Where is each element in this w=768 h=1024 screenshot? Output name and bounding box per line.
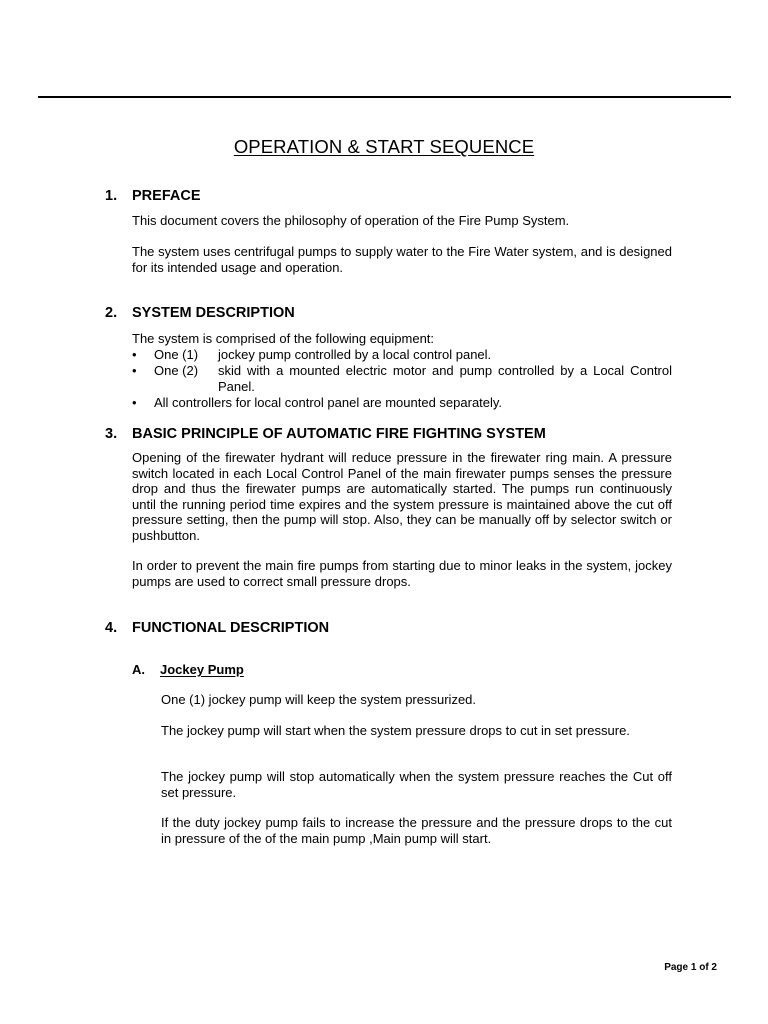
preface-paragraph-1: This document covers the philosophy of operation of the Fire Pump System. — [132, 213, 570, 228]
basic-principle-paragraph-2: In order to prevent the main fire pumps from starting due to minor leaks in the system, jockey pumps are used to correct small pressure drops. — [132, 558, 672, 589]
equipment-bullet-3 — [132, 395, 672, 411]
bullet-icon: • — [132, 363, 137, 378]
page-number: Page 1 of 2 — [664, 962, 717, 973]
preface-paragraph-2: The system uses centrifugal pumps to supply water to the Fire Water system, and is designed for its intended usage and operation. — [132, 244, 672, 275]
bullet-icon: • — [132, 347, 137, 362]
bullet-icon: • — [132, 395, 137, 410]
section-title-system-description: SYSTEM DESCRIPTION — [132, 305, 295, 321]
section-title-basic-principle: BASIC PRINCIPLE OF AUTOMATIC FIRE FIGHTING SYSTEM — [132, 426, 546, 442]
bullet-text: skid with a mounted electric motor and pump controlled by a Local Control Panel. — [218, 363, 672, 394]
subsection-title-jockey-pump: Jockey Pump — [160, 662, 244, 677]
bullet-text: jockey pump controlled by a local control panel. — [218, 347, 492, 362]
system-description-intro: The system is comprised of the following equipment: — [132, 331, 435, 346]
subsection-letter-jockey-pump: A. — [132, 662, 145, 677]
document-title: OPERATION & START SEQUENCE — [233, 136, 535, 157]
section-number-preface: 1. — [105, 188, 118, 204]
bullet-text: All controllers for local control panel are mounted separately. — [154, 395, 503, 410]
bullet-quantity: One (1) — [154, 347, 199, 362]
jockey-pump-paragraph-4: If the duty jockey pump fails to increase the pressure and the pressure drops to the cut in pressure of the of the main pump ,Main pump will start. — [161, 815, 672, 846]
section-number-functional-description: 4. — [105, 620, 118, 636]
section-number-basic-principle: 3. — [105, 426, 118, 442]
basic-principle-paragraph-1: Opening of the firewater hydrant will reduce pressure in the firewater ring main. A pressure switch located in each Local Control Panel of the main firewater pumps senses the pressure drop and thus the firewater pumps are automatically started. The pumps run continuously until the running period time expires and the system pressure is maintained above the cut off pressure setting, then the pump will stop. Also, they can be manually off by selector switch or pushbutton. — [132, 450, 672, 543]
bullet-quantity: One (2) — [154, 363, 199, 378]
equipment-bullet-1 — [132, 347, 672, 363]
jockey-pump-paragraph-3: The jockey pump will stop automatically when the system pressure reaches the Cut off set pressure. — [161, 769, 672, 800]
jockey-pump-paragraph-1: One (1) jockey pump will keep the system pressurized. — [161, 692, 477, 707]
section-number-system-description: 2. — [105, 305, 118, 321]
jockey-pump-paragraph-2: The jockey pump will start when the system pressure drops to cut in set pressure. — [161, 723, 630, 738]
section-title-functional-description: FUNCTIONAL DESCRIPTION — [132, 620, 330, 636]
header-rule — [38, 96, 731, 98]
equipment-bullet-2 — [132, 363, 672, 395]
section-title-preface: PREFACE — [132, 188, 201, 204]
